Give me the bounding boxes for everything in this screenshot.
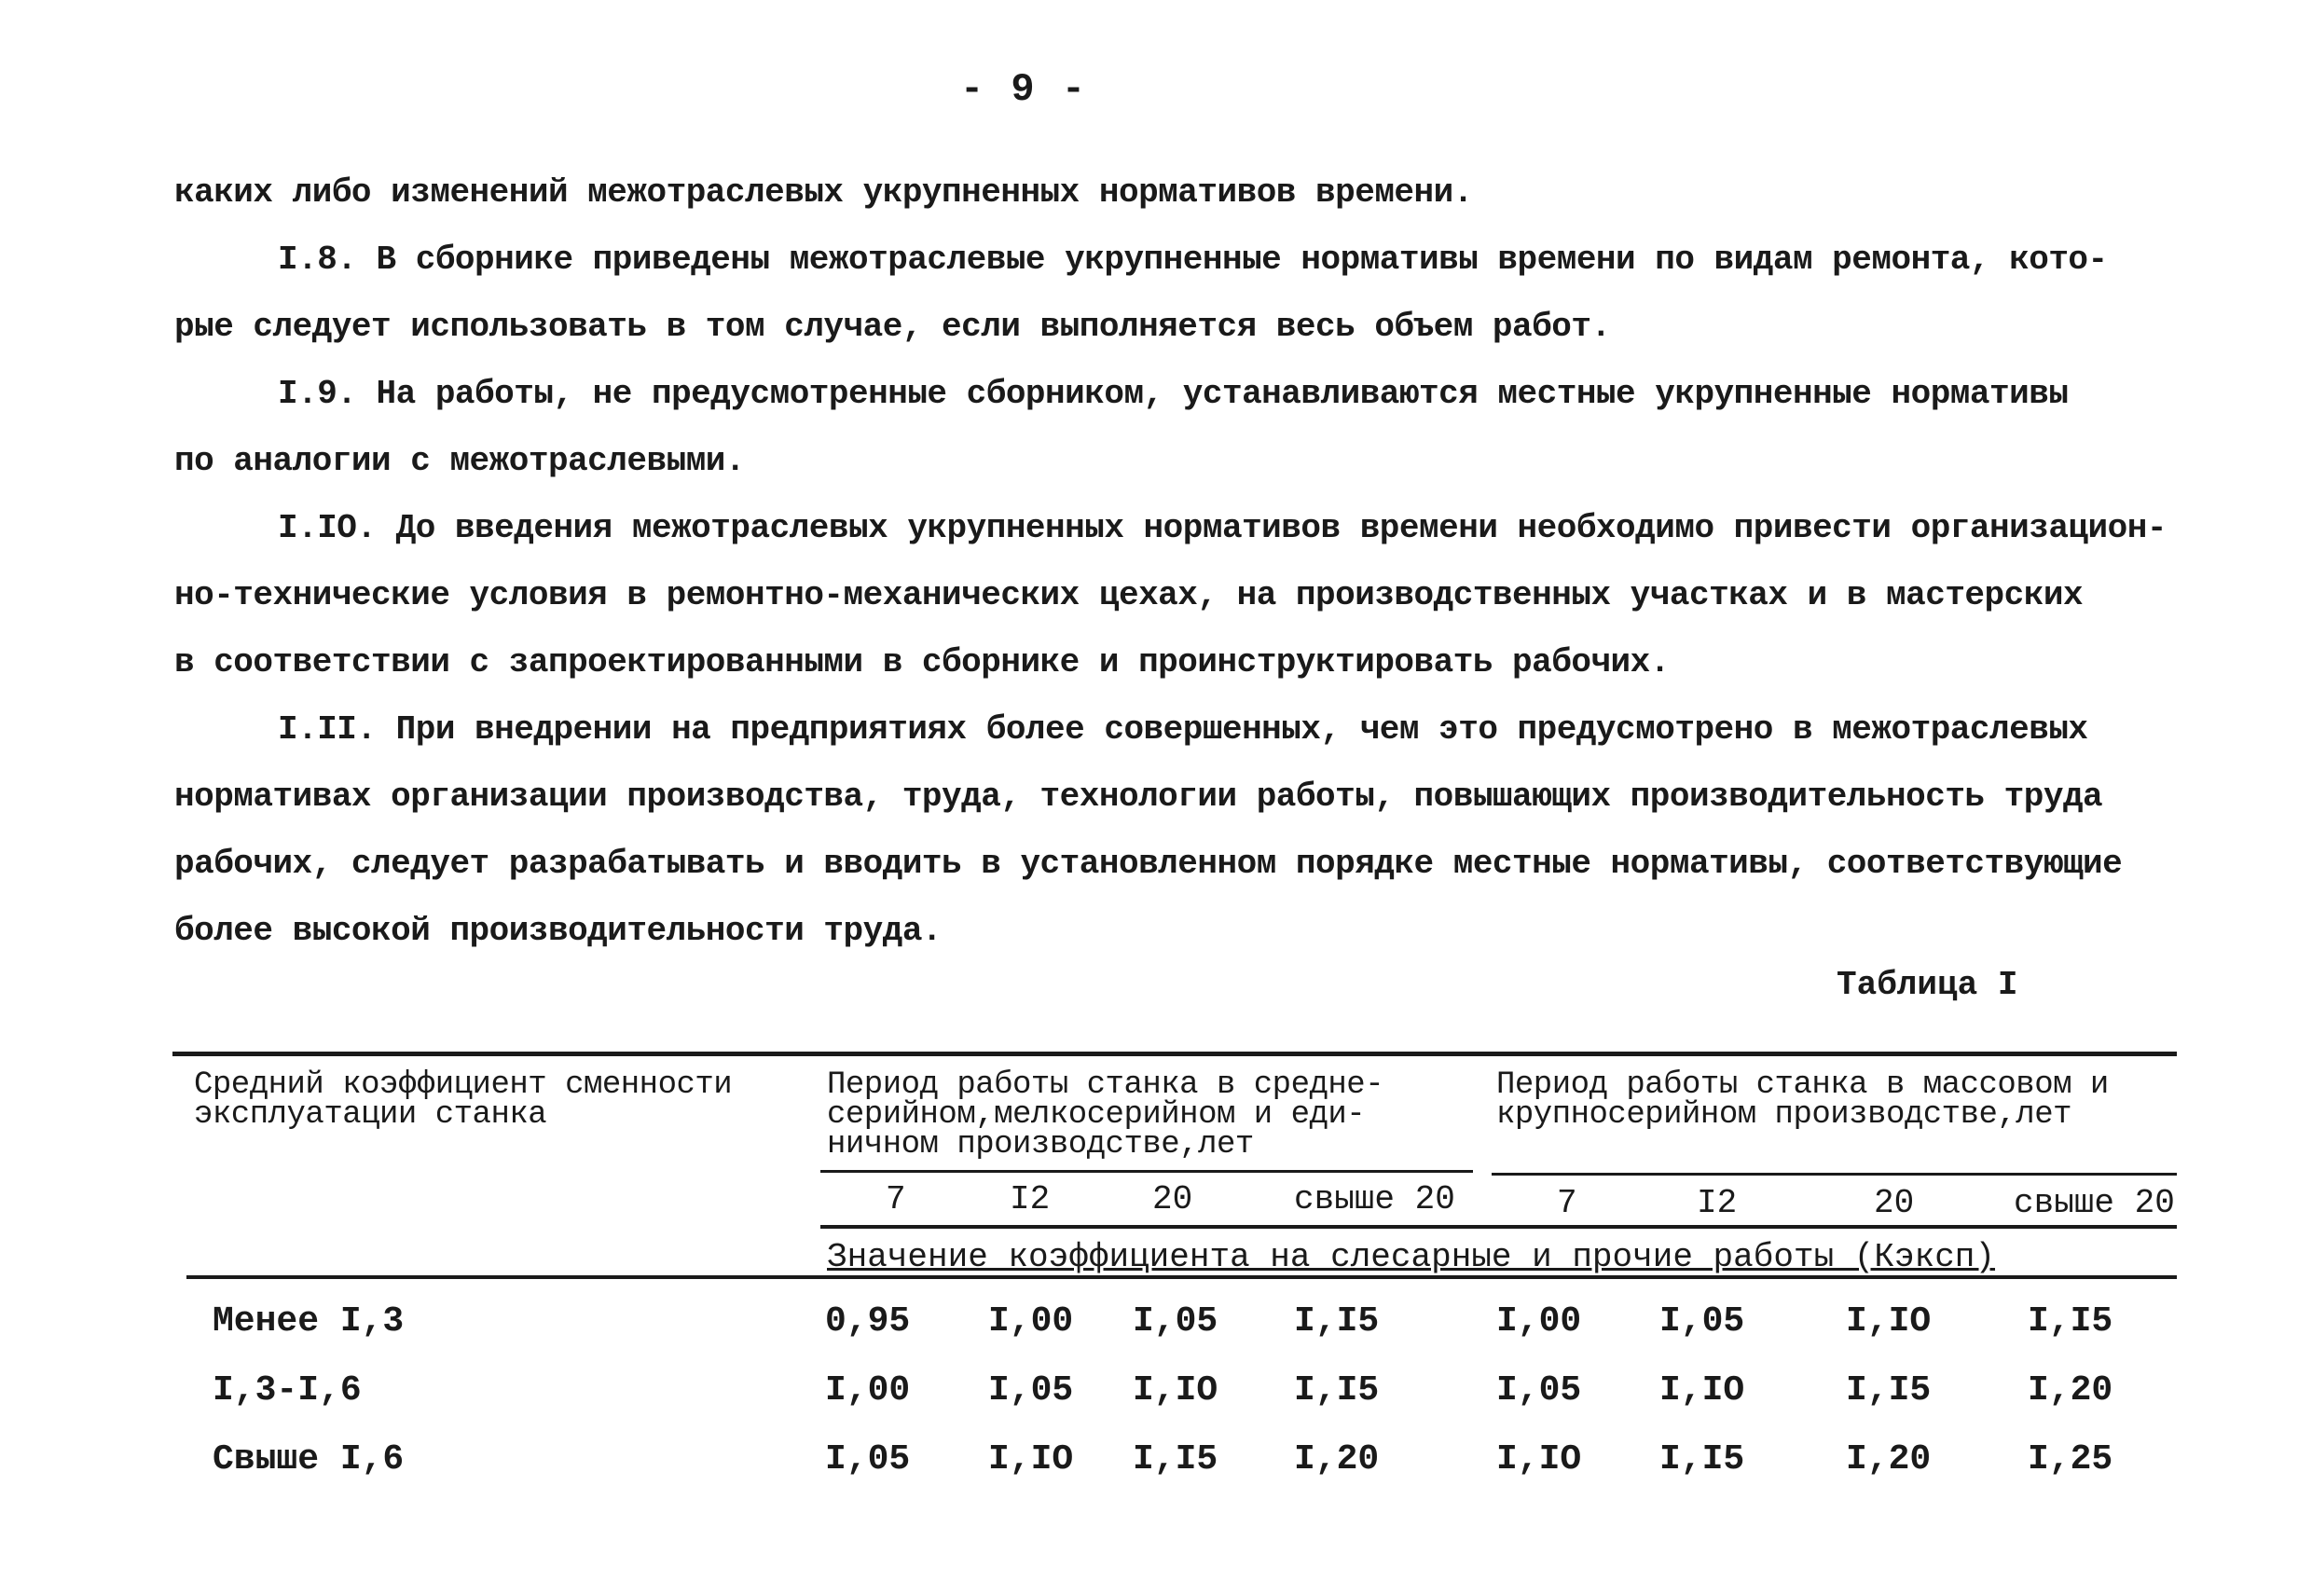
- row-label: Менее I,3: [213, 1301, 405, 1341]
- table-cell: 0,95: [825, 1301, 911, 1341]
- paragraph-line: I.8. В сборнике приведены межотраслевые укрупненные нормативы времени по видам ремонта, кото-: [278, 241, 2108, 279]
- subheader-rule: [820, 1225, 2177, 1229]
- group1-header-rule: [820, 1170, 1473, 1173]
- subcol-header: 20: [1152, 1180, 1193, 1218]
- table-cell: I,IO: [1846, 1301, 1932, 1341]
- table-caption: Таблица I: [1837, 966, 2018, 1004]
- table-cell: I,20: [1294, 1439, 1380, 1479]
- subcol-header: 7: [886, 1180, 906, 1218]
- row-label: Свыше I,6: [213, 1439, 405, 1479]
- subcol-header: I2: [1010, 1180, 1051, 1218]
- group-header-serial-production: Период работы станка в средне- серийном,мелкосерийном и еди- ничном производстве,лет: [827, 1067, 1384, 1163]
- paragraph-line: нормативах организации производства, труда, технологии работы, повышающих производительность труда: [174, 777, 2103, 816]
- table-cell: I,05: [1496, 1370, 1582, 1410]
- paragraph-line: более высокой производительности труда.: [174, 912, 943, 950]
- paragraph-line: но-технические условия в ремонтно-механических цехах, на производственных участках и в мастерских: [174, 576, 2084, 614]
- paragraph-line: рые следует использовать в том случае, если выполняется весь объем работ.: [174, 308, 1611, 346]
- paragraph-line: каких либо изменений межотраслевых укрупненных нормативов времени.: [174, 173, 1473, 212]
- group2-header-rule: [1492, 1173, 2177, 1176]
- page-number: - 9 -: [960, 67, 1088, 112]
- table-cell: I,I5: [1659, 1439, 1745, 1479]
- value-caption: Значение коэффициента на слесарные и прочие работы (Кэксп): [827, 1238, 1996, 1276]
- table-top-rule: [172, 1052, 2177, 1056]
- table-cell: I,IO: [1659, 1370, 1745, 1410]
- table-cell: I,05: [988, 1370, 1074, 1410]
- table-cell: I,05: [1659, 1301, 1745, 1341]
- table-cell: I,IO: [1496, 1439, 1582, 1479]
- table-cell: I,I5: [1846, 1370, 1932, 1410]
- table-cell: I,25: [2028, 1439, 2113, 1479]
- table-cell: I,00: [988, 1301, 1074, 1341]
- table-cell: I,00: [1496, 1301, 1582, 1341]
- subcol-header: 7: [1557, 1184, 1577, 1222]
- subcol-header: I2: [1697, 1184, 1738, 1222]
- table-cell: I,20: [1846, 1439, 1932, 1479]
- subcol-header: свыше 20: [2014, 1184, 2175, 1222]
- table-cell: I,I5: [2028, 1301, 2113, 1341]
- row-label: I,3-I,6: [213, 1370, 362, 1410]
- table-cell: I,IO: [1133, 1370, 1218, 1410]
- table-cell: I,20: [2028, 1370, 2113, 1410]
- table-cell: I,I5: [1294, 1301, 1380, 1341]
- table-cell: I,I5: [1133, 1439, 1218, 1479]
- subcol-header: 20: [1874, 1184, 1915, 1222]
- table-cell: I,05: [825, 1439, 911, 1479]
- table-cell: I,I5: [1294, 1370, 1380, 1410]
- group-header-mass-production: Период работы станка в массовом и крупносерийном производстве,лет: [1496, 1067, 2109, 1133]
- subcol-header: свыше 20: [1294, 1180, 1455, 1218]
- paragraph-line: в соответствии с запроектированными в сборнике и проинструктировать рабочих.: [174, 643, 1670, 681]
- paragraph-line: I.II. При внедрении на предприятиях более совершенных, чем это предусмотрено в межотраслевых: [278, 710, 2088, 749]
- paragraph-line: I.9. На работы, не предусмотренные сборником, устанавливаются местные укрупненные нормативы: [278, 375, 2069, 413]
- paragraph-line: по аналогии с межотраслевыми.: [174, 442, 746, 480]
- col-header-shift-coefficient: Средний коэффициент сменности эксплуатации станка: [194, 1067, 733, 1133]
- table-cell: I,05: [1133, 1301, 1218, 1341]
- paragraph-line: I.IO. До введения межотраслевых укрупненных нормативов времени необходимо привести организацион-: [278, 509, 2167, 547]
- table-cell: I,IO: [988, 1439, 1074, 1479]
- table-cell: I,00: [825, 1370, 911, 1410]
- paragraph-line: рабочих, следует разрабатывать и вводить в установленном порядке местные нормативы, соответствующие: [174, 845, 2123, 883]
